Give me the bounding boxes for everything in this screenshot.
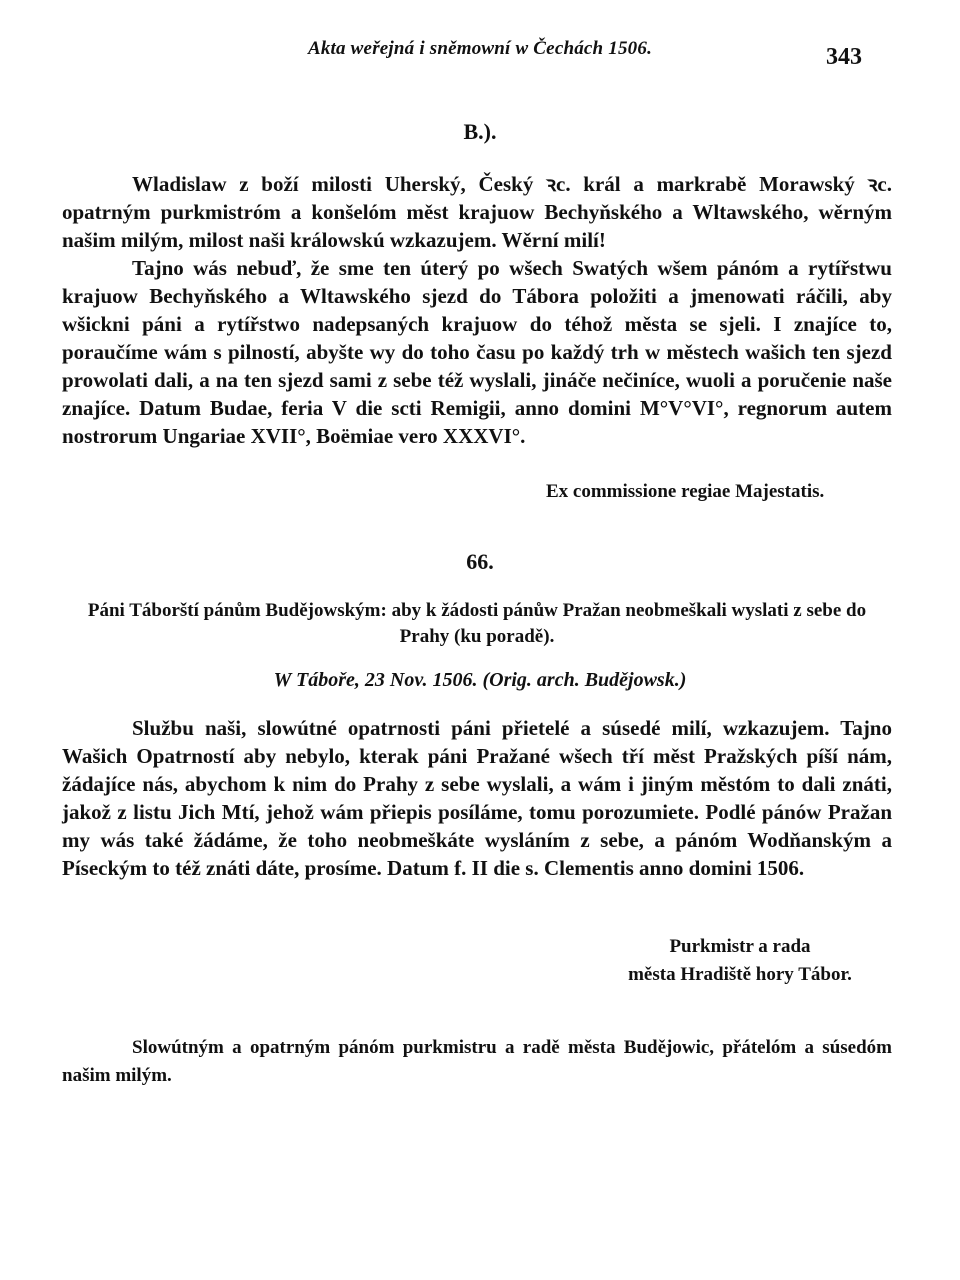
letter-b-closing: Ex commissione regiae Majestatis. [546, 481, 825, 502]
letter-b-body: Tajno wás nebuď, že sme ten úterý po wšech Swatých wšem pánóm a rytířstwu krajuow Bechyňského a Wltawského sjezd do Tábora položiti a jmenowati ráčili, aby wšickni páni a rytířstwo nadepsaných krajuow do téhož města se sjeli. I znajíce to, poraučíme wám s pilností, abyšte wy do toho času po každý trh w městech wašich ten sjezd prowolati dali, a na ten sjezd sami z sebe též wyslali, jináče nečiníce, wuoli a poručenie naše znajíce. Datum Budae, feria V die scti Remigii, anno domini M°V°VI°, regnorum autem nostrorum Ungariae XVII°, Boëmiae vero XXXVI°. [62, 256, 892, 448]
document-summary: Páni Táborští pánům Budějowským: aby k žádosti pánůw Pražan neobmeškali wyslati z sebe do Prahy (ku poradě). [87, 600, 867, 647]
letter-b-salutation: Wladislaw z boží milosti Uherský, Český ꝛc. král a markrabě Morawský ꝛc. opatrným purkmistróm a konšelóm měst krajuow Bechyňského a Wltawského, wěrným našim milým, milost naši králowskú wzkazujem. Wěrní milí! [62, 172, 892, 252]
document-label: B.). [463, 119, 497, 144]
letter-66-body: Službu naši, slowútné opatrnosti páni přietelé a súsedé milí, wzkazujem. Tajno Wašich Opatrností aby nebylo, kterak páni Pražané wšech tří měst Pražských píší nám, žádajíce nás, abychom k nim do Prahy z sebe wyslali, a wám i jiným městóm to dali znáti, jakož z listu Jich Mtí, jehož wám přiepis posíláme, tomu porozumiete. Podlé pánów Pražan my wás také žádáme, že toho neobmeškáte wysláním z sebe, a pánóm Wodňanským a Píseckým to též znáti dáte, prosíme. Datum f. II die s. Clementis anno domini 1506. [62, 716, 892, 880]
letter-address: Slowútným a opatrným pánóm purkmistru a radě města Budějowic, přátelóm a súsedóm našim milým. [62, 1037, 892, 1086]
page-number: 343 [826, 44, 862, 70]
signature-line-2: města Hradiště hory Tábor. [628, 964, 852, 985]
signature-line-1: Purkmistr a rada [669, 936, 811, 957]
running-title: Akta weřejná i sněmowní w Čechách 1506. [307, 38, 653, 59]
document-date-line: W Táboře, 23 Nov. 1506. (Orig. arch. Budějowsk.) [273, 669, 687, 691]
document-number: 66. [466, 549, 494, 574]
